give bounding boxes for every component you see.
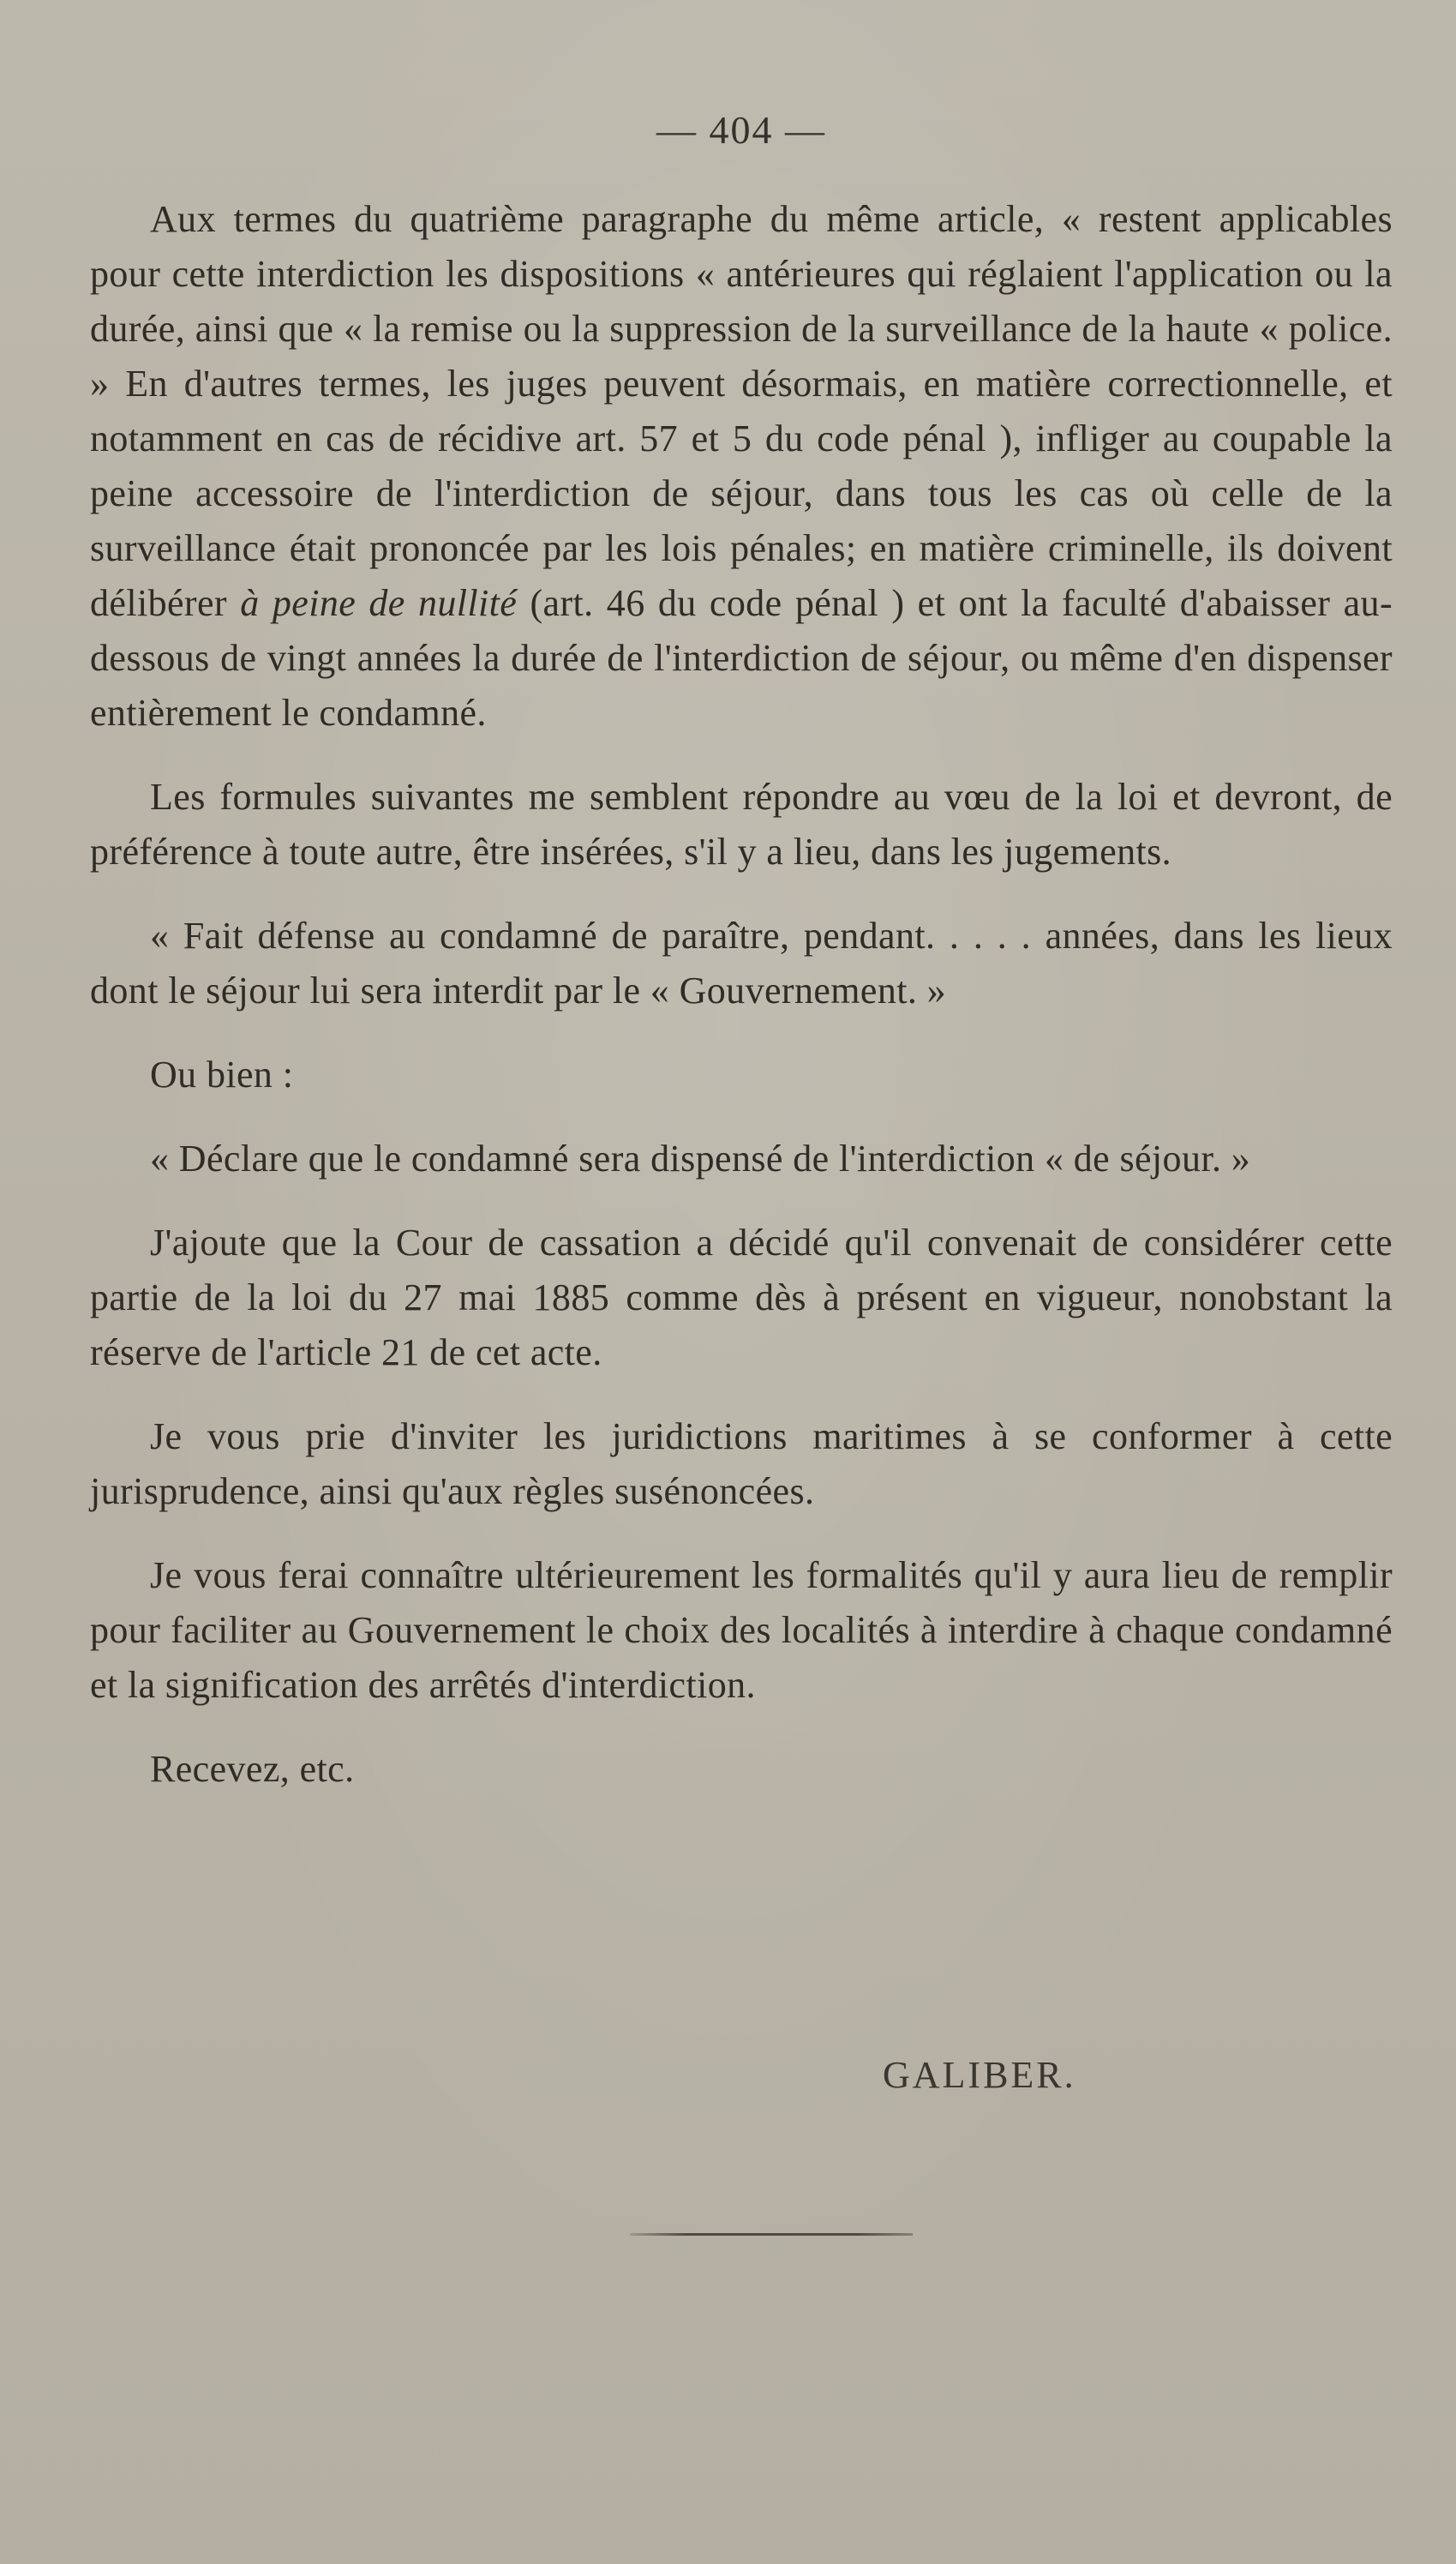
paragraph-closing: Recevez, etc. xyxy=(150,1748,355,1790)
paragraph-interdiction-terms xyxy=(90,192,1393,741)
signature: GALIBER. xyxy=(883,2054,1076,2096)
paragraph-formalities: Je vous ferai connaître ultérieurement les formalités qu'il y aura lieu de remplir pour faciliter au Gouvernement le choix des localités à interdire à chaque condamné et la signification des arrêtés d'interdiction. xyxy=(90,1554,1393,1706)
italic-phrase: à peine de nullité xyxy=(240,582,518,624)
quote-formula-dispense: « Déclare que le condamné sera dispensé de l'interdiction « de séjour. » xyxy=(150,1138,1251,1180)
paragraph-cassation: J'ajoute que la Cour de cassation a décidé qu'il convenait de considérer cette partie de la loi du 27 mai 1885 comme dès à présent en vigueur, nonobstant la réserve de l'article 21 de cet acte. xyxy=(90,1222,1393,1373)
paragraph-text-continued: (art. 46 du code pénal ) et ont la faculté d'abaisser au-dessous de vingt années la durée de l'interdiction de séjour, ou même d'en dispenser entièrement le condamné. xyxy=(90,582,1393,734)
paragraph-or: Ou bien : xyxy=(150,1054,294,1096)
paragraph-text: Aux termes du quatrième paragraphe du même article, « restent applicables pour cette interdiction les dispositions « antérieures qui réglaient l'application ou la durée, ainsi que « la remise ou la suppression de la surveillance de la haute « police. » En d'autres termes, les juges peuvent désormais, en matière correctionnelle, et notamment en cas de récidive art. 57 et 5 du code pénal ), infliger au coupable la peine accessoire de l'interdiction de séjour, dans tous les cas où celle de la surveillance était prononcée par les lois pénales; en matière criminelle, ils doivent délibérer xyxy=(90,198,1393,624)
text-block xyxy=(90,103,1393,1826)
paragraph-invitation: Je vous prie d'inviter les juridictions maritimes à se conformer à cette jurisprudence, ainsi qu'aux règles susénoncées. xyxy=(90,1415,1393,1512)
quote-formula-defense: « Fait défense au condamné de paraître, pendant. . . . . années, dans les lieux dont le séjour lui sera interdit par le « Gouvernement. » xyxy=(90,915,1393,1012)
paragraph-formulas: Les formules suivantes me semblent répondre au vœu de la loi et devront, de préférence à toute autre, être insérées, s'il y a lieu, dans les jugements. xyxy=(90,776,1393,873)
page-number: — 404 — xyxy=(656,108,826,152)
divider-rule xyxy=(630,2233,913,2236)
